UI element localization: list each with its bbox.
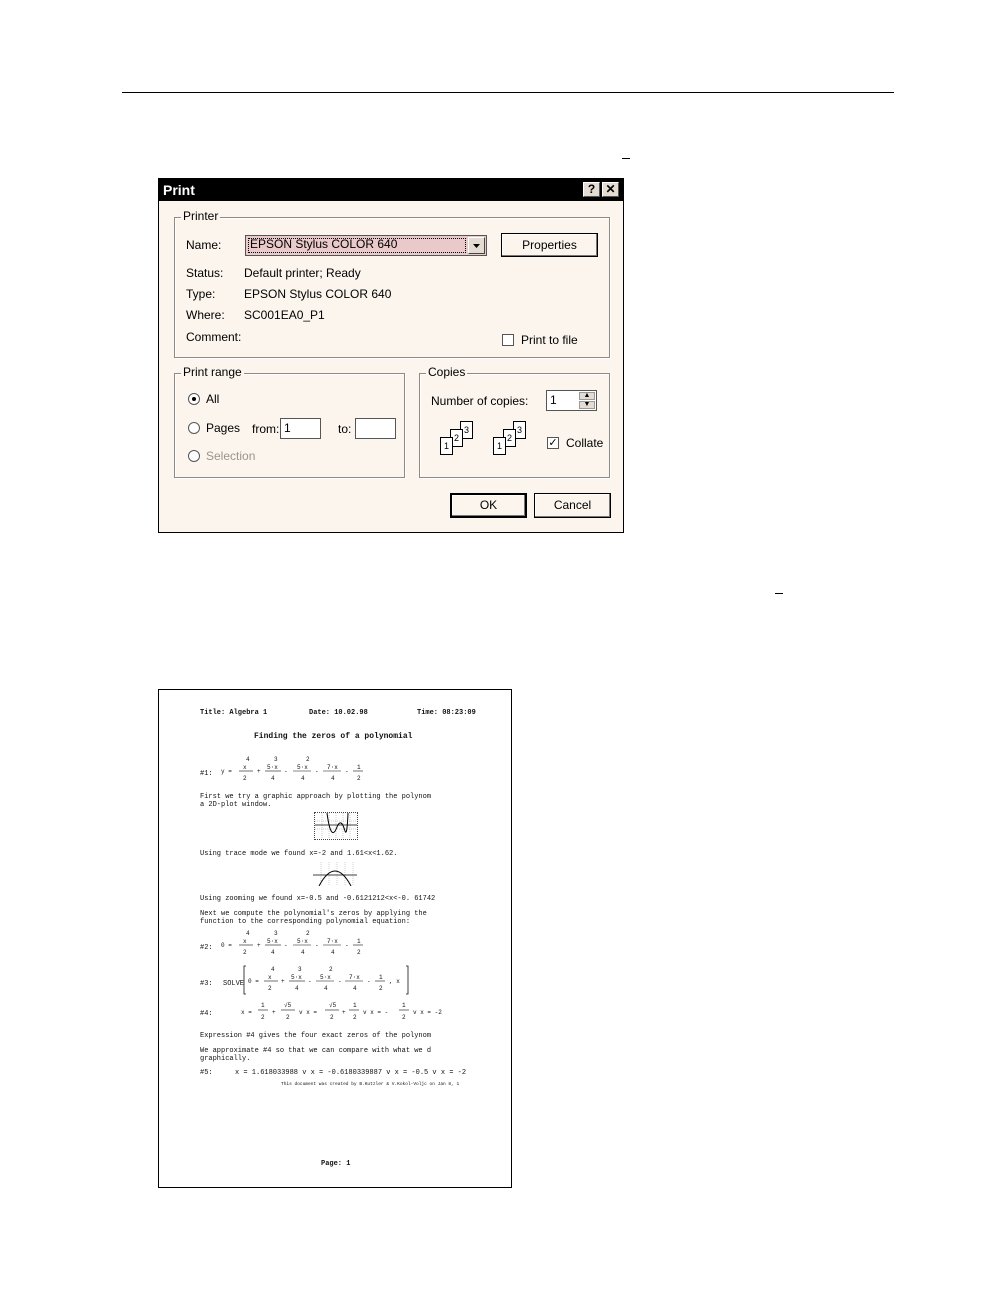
- copies-spinner[interactable]: [546, 390, 597, 411]
- svg-text:x: x: [243, 764, 247, 771]
- label-4: #4:: [200, 1010, 213, 1018]
- svg-text:3: 3: [274, 930, 278, 937]
- svg-text:-: -: [345, 768, 349, 775]
- svg-text:-: -: [284, 768, 288, 775]
- label-5: #5:: [200, 1069, 213, 1077]
- from-label: from:: [252, 422, 280, 436]
- range-all-label[interactable]: All: [206, 392, 220, 406]
- printer-group-label: Printer: [183, 209, 219, 223]
- svg-text:4: 4: [331, 775, 335, 782]
- cancel-button[interactable]: Cancel: [534, 493, 611, 518]
- range-pages-radio[interactable]: [188, 422, 200, 434]
- svg-text:4: 4: [295, 985, 299, 992]
- svg-text:2: 2: [286, 1014, 290, 1021]
- text-5: Expression #4 gives the four exact zeros of the polynom: [200, 1032, 432, 1040]
- text-4: Next we compute the polynomial's zeros by applying the: [200, 910, 427, 918]
- copies-value: 1: [550, 393, 557, 407]
- svg-text:7·x: 7·x: [327, 764, 338, 771]
- svg-text:4: 4: [271, 949, 275, 956]
- label-2: #2:: [200, 944, 213, 952]
- svg-text:-: -: [345, 942, 349, 949]
- printer-name-value: EPSON Stylus COLOR 640: [250, 237, 398, 251]
- text-6b: graphically.: [200, 1055, 251, 1063]
- copies-group-label: Copies: [428, 365, 466, 379]
- svg-text:4: 4: [246, 756, 250, 763]
- to-label: to:: [338, 422, 352, 436]
- svg-text:5·x: 5·x: [320, 974, 331, 981]
- number-of-copies-label: Number of copies:: [431, 394, 529, 408]
- svg-text:2: 2: [261, 1014, 265, 1021]
- where-value: SC001EA0_P1: [244, 308, 325, 322]
- svg-text:+: +: [257, 768, 261, 775]
- svg-text:2: 2: [357, 775, 361, 782]
- page-icon: 3: [460, 421, 473, 439]
- spin-up-icon[interactable]: ▲: [579, 392, 595, 400]
- where-label: Where:: [186, 308, 225, 322]
- close-button[interactable]: ✕: [602, 182, 619, 197]
- svg-text:x =: x =: [241, 1009, 252, 1016]
- status-label: Status:: [186, 266, 224, 280]
- collate-illustration: [432, 421, 482, 463]
- svg-text:5·x: 5·x: [297, 764, 308, 771]
- svg-text:5·x: 5·x: [297, 938, 308, 945]
- svg-text:1: 1: [357, 938, 361, 945]
- type-value: EPSON Stylus COLOR 640: [244, 287, 392, 301]
- svg-text:y =: y =: [221, 768, 232, 775]
- svg-text:2: 2: [243, 949, 247, 956]
- print-dialog: [158, 178, 624, 533]
- collate-illustration: [485, 421, 535, 463]
- svg-text:4: 4: [353, 985, 357, 992]
- label-1: #1:: [200, 770, 213, 778]
- svg-text:-: -: [367, 978, 371, 985]
- text-1b: a 2D-plot window.: [200, 801, 272, 809]
- svg-text:4: 4: [331, 949, 335, 956]
- svg-text:2: 2: [353, 1014, 357, 1021]
- svg-text:v x = -2: v x = -2: [413, 1009, 442, 1016]
- svg-text:5·x: 5·x: [291, 974, 302, 981]
- print-to-file-label[interactable]: Print to file: [521, 333, 578, 347]
- svg-text:-: -: [284, 942, 288, 949]
- from-input[interactable]: 1: [280, 418, 321, 439]
- range-selection-radio: [188, 450, 200, 462]
- plot-thumbnail-1: [314, 812, 358, 840]
- svg-text:3: 3: [298, 966, 302, 973]
- chevron-down-icon[interactable]: [468, 237, 485, 254]
- svg-text:1: 1: [379, 974, 383, 981]
- svg-text:2: 2: [329, 966, 333, 973]
- print-to-file-checkbox[interactable]: [502, 334, 514, 346]
- text-2: Using trace mode we found x=-2 and 1.61<x<1.62.: [200, 850, 398, 858]
- header-title: Title: Algebra 1: [200, 709, 268, 717]
- svg-text:0 =: 0 =: [221, 942, 232, 949]
- svg-text:+: +: [257, 942, 261, 949]
- plot-thumbnail-2: [313, 862, 357, 886]
- text-6: We approximate #4 so that we can compare with what we d: [200, 1047, 432, 1055]
- page-icon: 2: [450, 429, 463, 447]
- svg-text:2: 2: [306, 930, 310, 937]
- equation-3: [243, 964, 423, 996]
- preview-heading: Finding the zeros of a polynomial: [254, 732, 413, 741]
- svg-text:4: 4: [324, 985, 328, 992]
- underline-mark: [622, 158, 630, 159]
- svg-text:v x =: v x =: [299, 1009, 318, 1016]
- svg-text:7·x: 7·x: [349, 974, 360, 981]
- svg-text:2: 2: [268, 985, 272, 992]
- page-footer: Page: 1: [321, 1160, 351, 1168]
- solve-word: SOLVE: [223, 980, 245, 988]
- svg-text:+: +: [281, 978, 285, 985]
- equation-4: [239, 998, 449, 1026]
- svg-text:x: x: [268, 974, 272, 981]
- text-4b: function to the corresponding polynomial equation:: [200, 918, 411, 926]
- svg-text:-: -: [338, 978, 342, 985]
- svg-text:-: -: [315, 768, 319, 775]
- svg-text:, x: , x: [389, 978, 400, 985]
- svg-text:4: 4: [271, 966, 275, 973]
- svg-text:2: 2: [357, 949, 361, 956]
- to-input[interactable]: [355, 418, 396, 439]
- comment-label: Comment:: [186, 330, 242, 344]
- text-3: Using zooming we found x=-0.5 and -0.6121212<x<-0. 61742: [200, 895, 436, 903]
- title-bar: [159, 179, 623, 201]
- type-label: Type:: [186, 287, 216, 301]
- collate-label[interactable]: Collate: [566, 436, 604, 450]
- print-range-group-label: Print range: [183, 365, 242, 379]
- range-all-radio[interactable]: [188, 393, 200, 405]
- svg-text:+: +: [272, 1009, 276, 1016]
- page-icon: 2: [503, 429, 516, 447]
- svg-text:√5: √5: [284, 1002, 292, 1009]
- spin-down-icon[interactable]: ▼: [579, 401, 595, 409]
- svg-text:5·x: 5·x: [267, 938, 278, 945]
- header-date: Date: 10.02.98: [309, 709, 368, 717]
- page-header-rule: [122, 92, 894, 93]
- svg-text:√5: √5: [329, 1002, 337, 1009]
- svg-text:+: +: [342, 1009, 346, 1016]
- name-label: Name:: [186, 238, 222, 252]
- svg-text:v x = -: v x = -: [363, 1009, 389, 1016]
- label-3: #3:: [200, 980, 213, 988]
- svg-text:1: 1: [261, 1002, 265, 1009]
- page-icon: 1: [493, 437, 506, 455]
- range-selection-label: Selection: [206, 449, 256, 463]
- svg-text:4: 4: [271, 775, 275, 782]
- page-icon: 1: [440, 437, 453, 455]
- svg-text:1: 1: [402, 1002, 406, 1009]
- svg-text:2: 2: [243, 775, 247, 782]
- svg-text:4: 4: [301, 775, 305, 782]
- svg-text:4: 4: [301, 949, 305, 956]
- printed-page-preview: [158, 689, 512, 1188]
- svg-text:2: 2: [306, 756, 310, 763]
- help-button[interactable]: ?: [583, 182, 600, 197]
- svg-text:2: 2: [330, 1014, 334, 1021]
- approx-values: x = 1.618033988 v x = -0.6180339887 v x = -0.5 v x = -2: [235, 1069, 467, 1077]
- svg-text:0 =: 0 =: [248, 978, 259, 985]
- properties-button[interactable]: Properties: [501, 233, 598, 257]
- svg-text:1: 1: [357, 764, 361, 771]
- status-value: Default printer; Ready: [244, 266, 361, 280]
- text-1: First we try a graphic approach by plotting the polynom: [200, 793, 432, 801]
- svg-text:1: 1: [353, 1002, 357, 1009]
- svg-text:7·x: 7·x: [327, 938, 338, 945]
- svg-text:2: 2: [402, 1014, 406, 1021]
- range-pages-label[interactable]: Pages: [206, 421, 241, 435]
- dialog-title: Print: [163, 182, 195, 198]
- collate-checkbox[interactable]: ✓: [548, 437, 558, 449]
- underline-mark: [775, 593, 783, 594]
- footnote: This document was created by B.Kutzler & V.Kokol-Voljc on Jan 8, 1: [281, 1082, 460, 1087]
- equation-2: [219, 928, 389, 958]
- svg-text:4: 4: [246, 930, 250, 937]
- svg-text:-: -: [308, 978, 312, 985]
- svg-text:-: -: [315, 942, 319, 949]
- svg-text:x: x: [243, 938, 247, 945]
- page-icon: 3: [513, 421, 526, 439]
- equation-1: [219, 754, 389, 784]
- header-time: Time: 08:23:09: [417, 709, 476, 717]
- ok-button[interactable]: OK: [450, 493, 527, 518]
- svg-text:3: 3: [274, 756, 278, 763]
- svg-text:5·x: 5·x: [267, 764, 278, 771]
- svg-text:2: 2: [379, 985, 383, 992]
- printer-name-select[interactable]: [245, 235, 487, 256]
